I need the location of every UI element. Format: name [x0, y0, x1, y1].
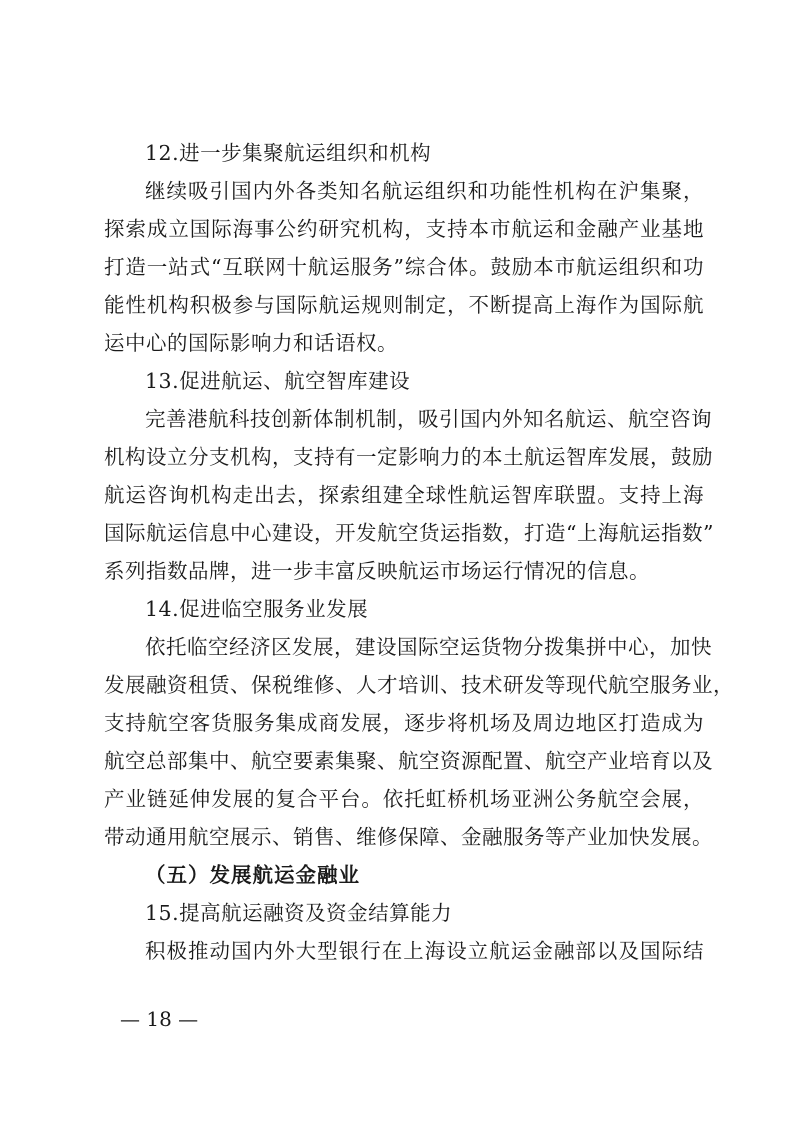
item-12-line: 能性机构积极参与国际航运规则制定，不断提高上海作为国际航 [104, 293, 704, 317]
item-14-line: 产业链延伸发展的复合平台。依托虹桥机场亚洲公务航空会展， [104, 787, 704, 811]
item-12-line: 运中心的国际影响力和话语权。 [104, 331, 398, 355]
item-14-line: 依托临空经济区发展，建设国际空运货物分拨集拼中心，加快 [145, 635, 712, 659]
item-14-heading: 14.促进临空服务业发展 [145, 597, 369, 621]
item-15-line: 积极推动国内外大型银行在上海设立航运金融部以及国际结 [145, 939, 704, 963]
item-12-line: 探索成立国际海事公约研究机构，支持本市航运和金融产业基地 [104, 217, 704, 241]
item-12-heading: 12.进一步集聚航运组织和机构 [145, 141, 432, 165]
item-15-heading: 15.提高航运融资及资金结算能力 [145, 901, 453, 925]
item-13-heading: 13.促进航运、航空智库建设 [145, 369, 411, 393]
page-number: — 18 — [120, 1007, 199, 1031]
item-13-line: 完善港航科技创新体制机制，吸引国内外知名航运、航空咨询 [145, 407, 712, 431]
item-12-line: 继续吸引国内外各类知名航运组织和功能性机构在沪集聚， [145, 179, 704, 203]
item-14-line: 带动通用航空展示、销售、维修保障、金融服务等产业加快发展。 [104, 825, 713, 849]
item-13-line: 国际航运信息中心建设，开发航空货运指数，打造“上海航运指数” [104, 521, 714, 545]
item-12-line: 打造一站式“互联网十航运服务”综合体。鼓励本市航运组织和功 [104, 255, 704, 279]
item-14-line: 发展融资租赁、保税维修、人才培训、技术研发等现代航空服务业， [104, 673, 734, 697]
item-14-line: 支持航空客货服务集成商发展，逐步将机场及周边地区打造成为 [104, 711, 704, 735]
document-body [104, 134, 734, 970]
section-5-heading: （五）发展航运金融业 [145, 863, 360, 887]
item-13-line: 系列指数品牌，进一步丰富反映航运市场运行情况的信息。 [104, 559, 650, 583]
item-13-line: 航运咨询机构走出去，探索组建全球性航运智库联盟。支持上海 [104, 483, 704, 507]
item-14-line: 航空总部集中、航空要素集聚、航空资源配置、航空产业培育以及 [104, 749, 713, 773]
item-13-line: 机构设立分支机构，支持有一定影响力的本土航运智库发展，鼓励 [104, 445, 713, 469]
